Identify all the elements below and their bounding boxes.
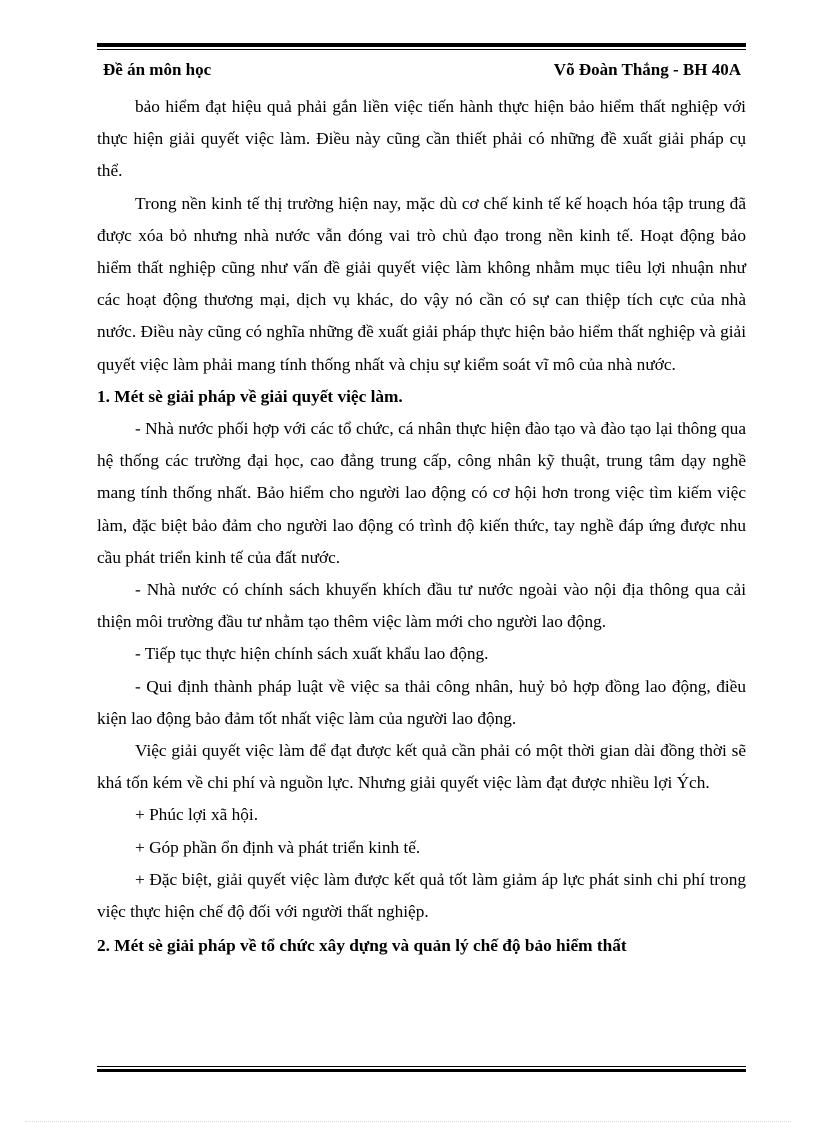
paragraph-continuation: bảo hiểm đạt hiệu quả phải gắn liền việc tiến hành thực hiện bảo hiểm thất nghiệp với thực hiện giải quyết việc làm. Điều này cũng cần thiết phải có những đề xuất giải pháp cụ thể. bbox=[97, 97, 746, 181]
list-item-training: - Nhà nước phối hợp với các tổ chức, cá nhân thực hiện đào tạo và đào tạo lại thông qua hệ thống các trường đại học, cao đẳng trung cấp, công nhân kỹ thuật, trung tâm dạy nghề mang tính thống nhất. Bảo hiểm cho người lao động có cơ hội hơn trong việc tìm kiếm việc làm, đặc biệt bảo đảm cho người lao động có trình độ kiến thức, tay nghề đáp ứng được nhu cầu phát triển kinh tế của đất nước. bbox=[97, 419, 746, 567]
header-rule-thin bbox=[97, 49, 746, 50]
document-body bbox=[97, 91, 746, 962]
footer-rule-thin bbox=[97, 1066, 746, 1067]
benefit-item-cost-pressure: + Đặc biệt, giải quyết việc làm được kết quả tốt làm giảm áp lực phát sinh chi phí trong việc thực hiện chế độ đối với người thất nghiệp. bbox=[97, 869, 746, 922]
header-author: Võ Đoàn Thắng - BH 40A bbox=[553, 60, 741, 79]
paragraph-market-economy: Trong nền kinh tế thị trường hiện nay, mặc dù cơ chế kinh tế kế hoạch hóa tập trung đã được xóa bỏ nhưng nhà nước vẫn đóng vai trò chủ đạo trong nền kinh tế. Hoạt động bảo hiểm thất nghiệp cũng như vấn đề giải quyết việc làm không nhằm mục tiêu lợi nhuận như các hoạt động thương mại, dịch vụ khác, do vậy nó cần có sự can thiệp tích cực của nhà nước. Điều này cũng có nghĩa những đề xuất giải pháp thực hiện bảo hiểm thất nghiệp và giải quyết việc làm phải mang tính thống nhất và chịu sự kiểm soát vĩ mô của nhà nước. bbox=[97, 193, 746, 374]
benefit-item-stability: + Góp phần ổn định và phát triển kinh tế. bbox=[135, 837, 421, 857]
list-item-regulation: - Qui định thành pháp luật về việc sa thải công nhân, huỷ bỏ hợp đồng lao động, điều kiện lao động bảo đảm tốt nhất việc làm của người lao động. bbox=[97, 676, 746, 728]
footer-rule-thick bbox=[97, 1069, 746, 1072]
paragraph-benefits: Việc giải quyết việc làm để đạt được kết quả cần phải có một thời gian dài đồng thời sẽ khá tốn kém về chi phí và nguồn lực. Nhưng giải quyết việc làm đạt được nhiều lợi Ých. bbox=[97, 741, 746, 793]
section-heading-2: 2. Mét sè giải pháp về tổ chức xây dựng và quản lý chế độ bảo hiểm thất bbox=[97, 936, 627, 956]
page-edge-dotted-line bbox=[25, 1121, 791, 1122]
section-heading-1: 1. Mét sè giải pháp về giải quyết việc làm. bbox=[97, 386, 403, 406]
header-course-title: Đề án môn học bbox=[103, 60, 212, 79]
list-item-foreign-investment: - Nhà nước có chính sách khuyến khích đầu tư nước ngoài vào nội địa thông qua cải thiện môi trường đầu tư nhằm tạo thêm việc làm mới cho người lao động. bbox=[97, 580, 746, 632]
header-rule-thick bbox=[97, 43, 746, 47]
list-item-labor-export: - Tiếp tục thực hiện chính sách xuất khẩu lao động. bbox=[135, 644, 489, 664]
benefit-item-welfare: + Phúc lợi xã hội. bbox=[135, 805, 259, 825]
page-header bbox=[103, 58, 741, 82]
